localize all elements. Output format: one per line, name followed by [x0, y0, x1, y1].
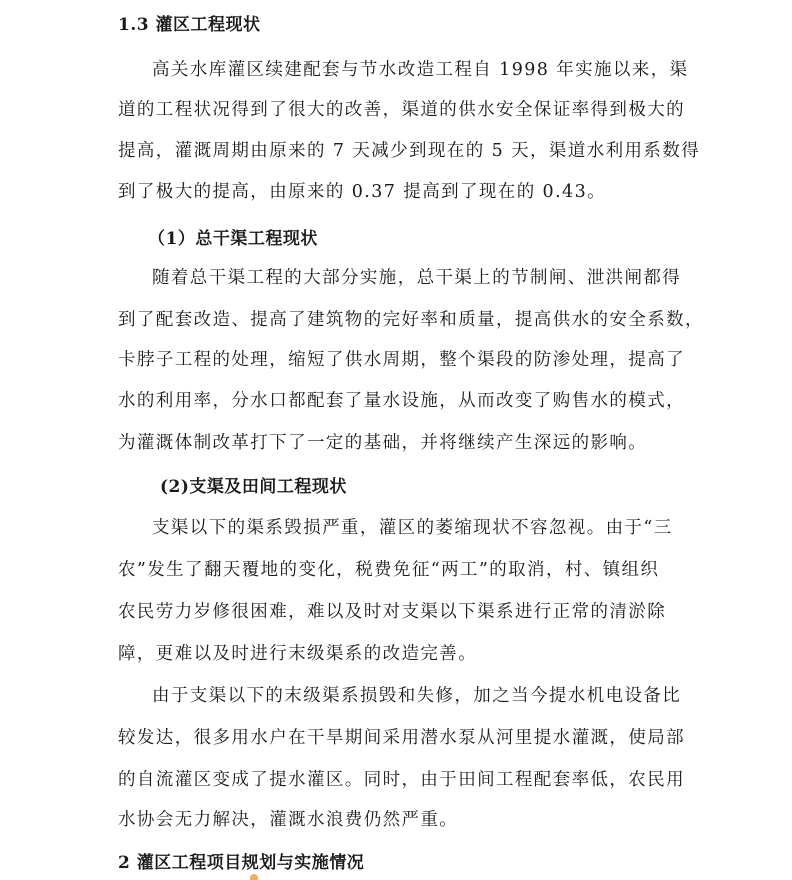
paragraph-line: 提高，灌溉周期由原来的 7 天减少到现在的 5 天，渠道水利用系数得 — [118, 141, 701, 161]
paragraph-line: 为灌溉体制改革打下了一定的基础，并将继续产生深远的影响。 — [118, 433, 648, 453]
paragraph-line: 卡脖子工程的处理，缩短了供水周期，整个渠段的防渗处理，提高了 — [118, 350, 685, 370]
paragraph-line: 随着总干渠工程的大部分实施，总干渠上的节制闸、泄洪闸都得 — [152, 268, 682, 288]
paragraph-line: 支渠以下的渠系毁损严重，灌区的萎缩现状不容忽视。由于“三 — [152, 518, 673, 538]
paragraph-line: 到了极大的提高，由原来的 0.37 提高到了现在的 0.43。 — [118, 182, 607, 202]
paragraph-line: 道的工程状况得到了很大的改善，渠道的供水安全保证率得到极大的 — [118, 100, 685, 120]
paragraph-line: 水的利用率，分水口都配套了量水设施，从而改变了购售水的模式， — [118, 391, 685, 411]
paragraph-line: 障，更难以及时进行末级渠系的改造完善。 — [118, 644, 478, 664]
subsection-1-heading: （1）总干渠工程现状 — [148, 229, 318, 249]
paragraph-line: 到了配套改造、提高了建筑物的完好率和质量，提高供水的安全系数， — [118, 310, 704, 330]
paragraph-line: 较发达，很多用水户在干旱期间采用潜水泵从河里提水灌溉，使局部 — [118, 728, 685, 748]
paragraph-line: 水协会无力解决，灌溉水浪费仍然严重。 — [118, 810, 459, 830]
subsection-2-heading: (2)支渠及田间工程现状 — [160, 477, 347, 497]
paragraph-line: 农”发生了翻天覆地的变化，税费免征“两工”的取消，村、镇组织 — [118, 560, 660, 580]
paragraph-line: 高关水库灌区续建配套与节水改造工程自 1998 年实施以来，渠 — [152, 60, 689, 80]
highlight-mark — [250, 874, 258, 880]
section-1-3-heading: 1.3 灌区工程现状 — [118, 15, 261, 35]
paragraph-line: 的自流灌区变成了提水灌区。同时，由于田间工程配套率低，农民用 — [118, 770, 685, 790]
paragraph-line: 农民劳力岁修很困难，难以及时对支渠以下渠系进行正常的清淤除 — [118, 602, 667, 622]
paragraph-line: 由于支渠以下的末级渠系损毁和失修，加之当今提水机电设备比 — [152, 686, 682, 706]
section-2-heading: 2 灌区工程项目规划与实施情况 — [118, 853, 365, 873]
